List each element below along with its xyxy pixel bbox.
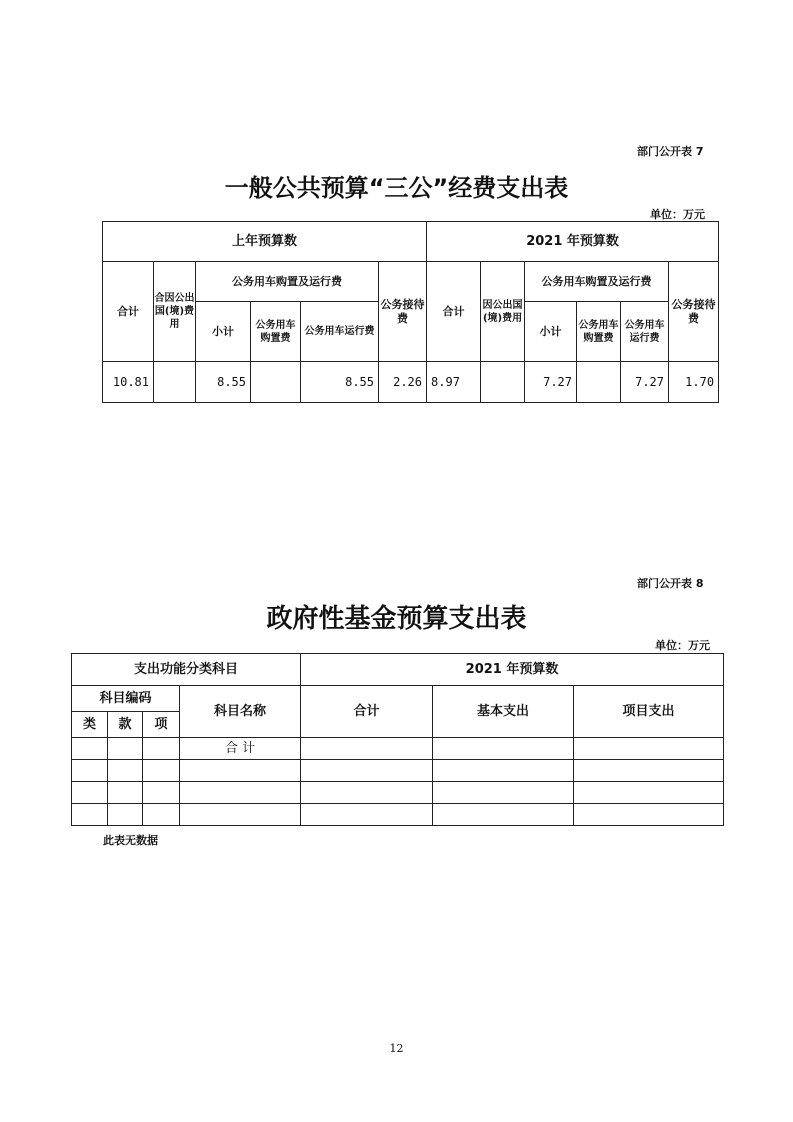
name-header: 科目名称 [180,686,301,738]
prev-reception-value: 2.26 [379,362,427,403]
group-current-year: 2021 年预算数 [427,222,719,262]
curr-abroad-value [481,362,525,403]
table7-title: 一般公共预算“三公”经费支出表 [224,174,569,202]
lei-header: 类 [72,712,108,738]
prev-subtotal-value: 8.55 [196,362,251,403]
table-row [103,362,719,403]
total-header: 合计 [301,686,433,738]
year-budget-header: 2021 年预算数 [301,654,724,686]
table-row [72,738,724,760]
prev-vehicle-header: 公务用车购置及运行费 [196,262,379,302]
project-expense-header: 项目支出 [574,686,724,738]
table7-tag: 部门公开表 7 [637,145,704,158]
prev-vehicle-operation-header: 公务用车运行费 [301,302,379,362]
no-data-note: 此表无数据 [103,834,158,847]
table-row [72,804,724,826]
curr-vehicle-operation-value: 7.27 [621,362,669,403]
curr-total-header: 合计 [427,262,481,362]
table-row [72,760,724,782]
government-fund-table [71,653,724,826]
table8-tag: 部门公开表 8 [637,577,704,590]
prev-vehicle-purchase-header: 公务用车购置费 [251,302,301,362]
func-class-header: 支出功能分类科目 [72,654,301,686]
curr-vehicle-header: 公务用车购置及运行费 [525,262,669,302]
curr-abroad-header: 因公出国(境)费用 [481,262,525,362]
table7-unit: 单位：万元 [650,208,705,221]
curr-vehicle-operation-header: 公务用车运行费 [621,302,669,362]
three-public-expense-table [102,221,719,403]
curr-reception-header: 公务接待费 [669,262,719,362]
xiang-header: 项 [143,712,180,738]
prev-total-header: 合计 [103,262,154,362]
prev-vehicle-operation-value: 8.55 [301,362,379,403]
code-header: 科目编码 [72,686,180,712]
group-prev-year: 上年预算数 [103,222,427,262]
curr-subtotal-header: 小计 [525,302,577,362]
table-row [72,782,724,804]
prev-abroad-header: 合因公出国(境)费用 [154,262,196,362]
curr-total-value: 8.97 [427,362,481,403]
prev-vehicle-purchase-value [251,362,301,403]
prev-total-value: 10.81 [103,362,154,403]
curr-vehicle-purchase-header: 公务用车购置费 [577,302,621,362]
prev-abroad-value [154,362,196,403]
basic-expense-header: 基本支出 [433,686,574,738]
prev-subtotal-header: 小计 [196,302,251,362]
table8-unit: 单位：万元 [655,639,710,652]
total-row-label: 合 计 [180,738,301,760]
prev-reception-header: 公务接待费 [379,262,427,362]
kuan-header: 款 [108,712,143,738]
curr-vehicle-purchase-value [577,362,621,403]
table8-title: 政府性基金预算支出表 [266,604,527,634]
curr-subtotal-value: 7.27 [525,362,577,403]
page-number: 12 [389,1042,404,1055]
curr-reception-value: 1.70 [669,362,719,403]
